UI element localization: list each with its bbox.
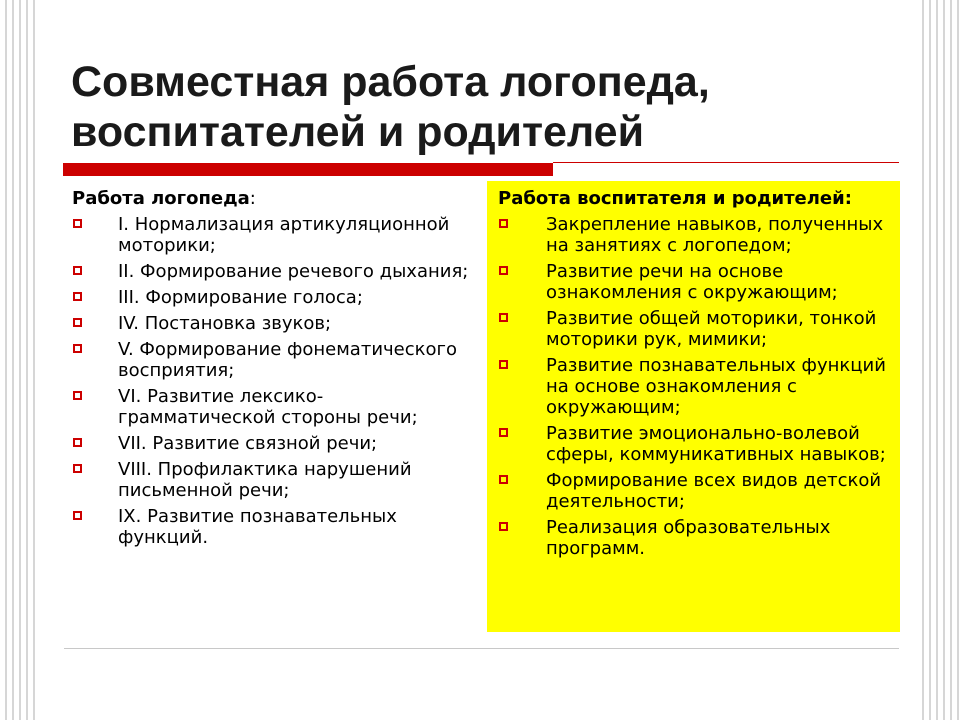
- list-item-text: VII. Развитие связной речи;: [118, 433, 378, 454]
- list-item: [498, 261, 890, 303]
- hollow-square-bullet-icon: [73, 344, 82, 353]
- list-item: [498, 517, 890, 559]
- hollow-square-bullet-icon: [499, 219, 508, 228]
- slide-title: [71, 57, 891, 157]
- list-item: [72, 339, 472, 381]
- list-item-text: II. Формирование речевого дыхания;: [118, 261, 469, 282]
- speech-therapist-heading-label: Работа логопеда: [72, 188, 250, 209]
- list-item-text: IX. Развитие познавательных функций.: [118, 506, 397, 548]
- hollow-square-bullet-icon: [73, 511, 82, 520]
- slide-title-line-1: Совместная работа логопеда,: [71, 58, 710, 106]
- list-item-text: Закрепление навыков, полученных на занятиях с логопедом;: [546, 214, 884, 256]
- list-item: [72, 459, 472, 501]
- teacher-parents-column: [487, 181, 900, 632]
- hollow-square-bullet-icon: [73, 391, 82, 400]
- hollow-square-bullet-icon: [499, 428, 508, 437]
- list-item-text: Развитие эмоционально-волевой сферы, коммуникативных навыков;: [546, 423, 886, 465]
- speech-therapist-column: [72, 188, 472, 553]
- list-item: [498, 470, 890, 512]
- teacher-parents-heading: [498, 188, 890, 210]
- list-item: [498, 423, 890, 465]
- list-item-text: V. Формирование фонематического восприятия;: [118, 339, 457, 381]
- list-item: [72, 433, 472, 454]
- teacher-parents-heading-label: Работа воспитателя и родителей:: [498, 188, 852, 209]
- list-item-text: VIII. Профилактика нарушений письменной речи;: [118, 459, 412, 501]
- list-item: [72, 287, 472, 308]
- hollow-square-bullet-icon: [73, 318, 82, 327]
- list-item-text: I. Нормализация артикуляционной моторики;: [118, 214, 450, 256]
- hollow-square-bullet-icon: [499, 475, 508, 484]
- list-item-text: IV. Постановка звуков;: [118, 313, 332, 334]
- hollow-square-bullet-icon: [73, 464, 82, 473]
- hollow-square-bullet-icon: [73, 438, 82, 447]
- speech-therapist-heading: [72, 188, 472, 210]
- list-item-text: VI. Развитие лексико-грамматической стороны речи;: [118, 386, 418, 428]
- title-underline-thin-line: [553, 162, 899, 163]
- list-item: [498, 355, 890, 418]
- footer-divider-line: [64, 648, 899, 649]
- list-item: [72, 386, 472, 428]
- hollow-square-bullet-icon: [499, 313, 508, 322]
- list-item: [72, 506, 472, 548]
- list-item-text: Развитие познавательных функций на основе ознакомления с окружающим;: [546, 355, 886, 418]
- hollow-square-bullet-icon: [499, 360, 508, 369]
- teacher-parents-list: [498, 214, 890, 559]
- list-item-text: Развитие общей моторики, тонкой моторики рук, мимики;: [546, 308, 877, 350]
- title-underline-bar: [63, 163, 553, 176]
- speech-therapist-list: [72, 214, 472, 548]
- list-item: [72, 261, 472, 282]
- list-item-text: Реализация образовательных программ.: [546, 517, 831, 559]
- hollow-square-bullet-icon: [499, 266, 508, 275]
- hollow-square-bullet-icon: [73, 266, 82, 275]
- list-item: [498, 308, 890, 350]
- hollow-square-bullet-icon: [73, 219, 82, 228]
- hollow-square-bullet-icon: [499, 522, 508, 531]
- speech-therapist-heading-colon: :: [249, 188, 256, 209]
- list-item-text: Развитие речи на основе ознакомления с окружающим;: [546, 261, 838, 303]
- list-item: [498, 214, 890, 256]
- list-item: [72, 313, 472, 334]
- hollow-square-bullet-icon: [73, 292, 82, 301]
- list-item-text: Формирование всех видов детской деятельности;: [546, 470, 882, 512]
- list-item-text: III. Формирование голоса;: [118, 287, 363, 308]
- slide-title-line-2: воспитателей и родителей: [71, 108, 645, 156]
- list-item: [72, 214, 472, 256]
